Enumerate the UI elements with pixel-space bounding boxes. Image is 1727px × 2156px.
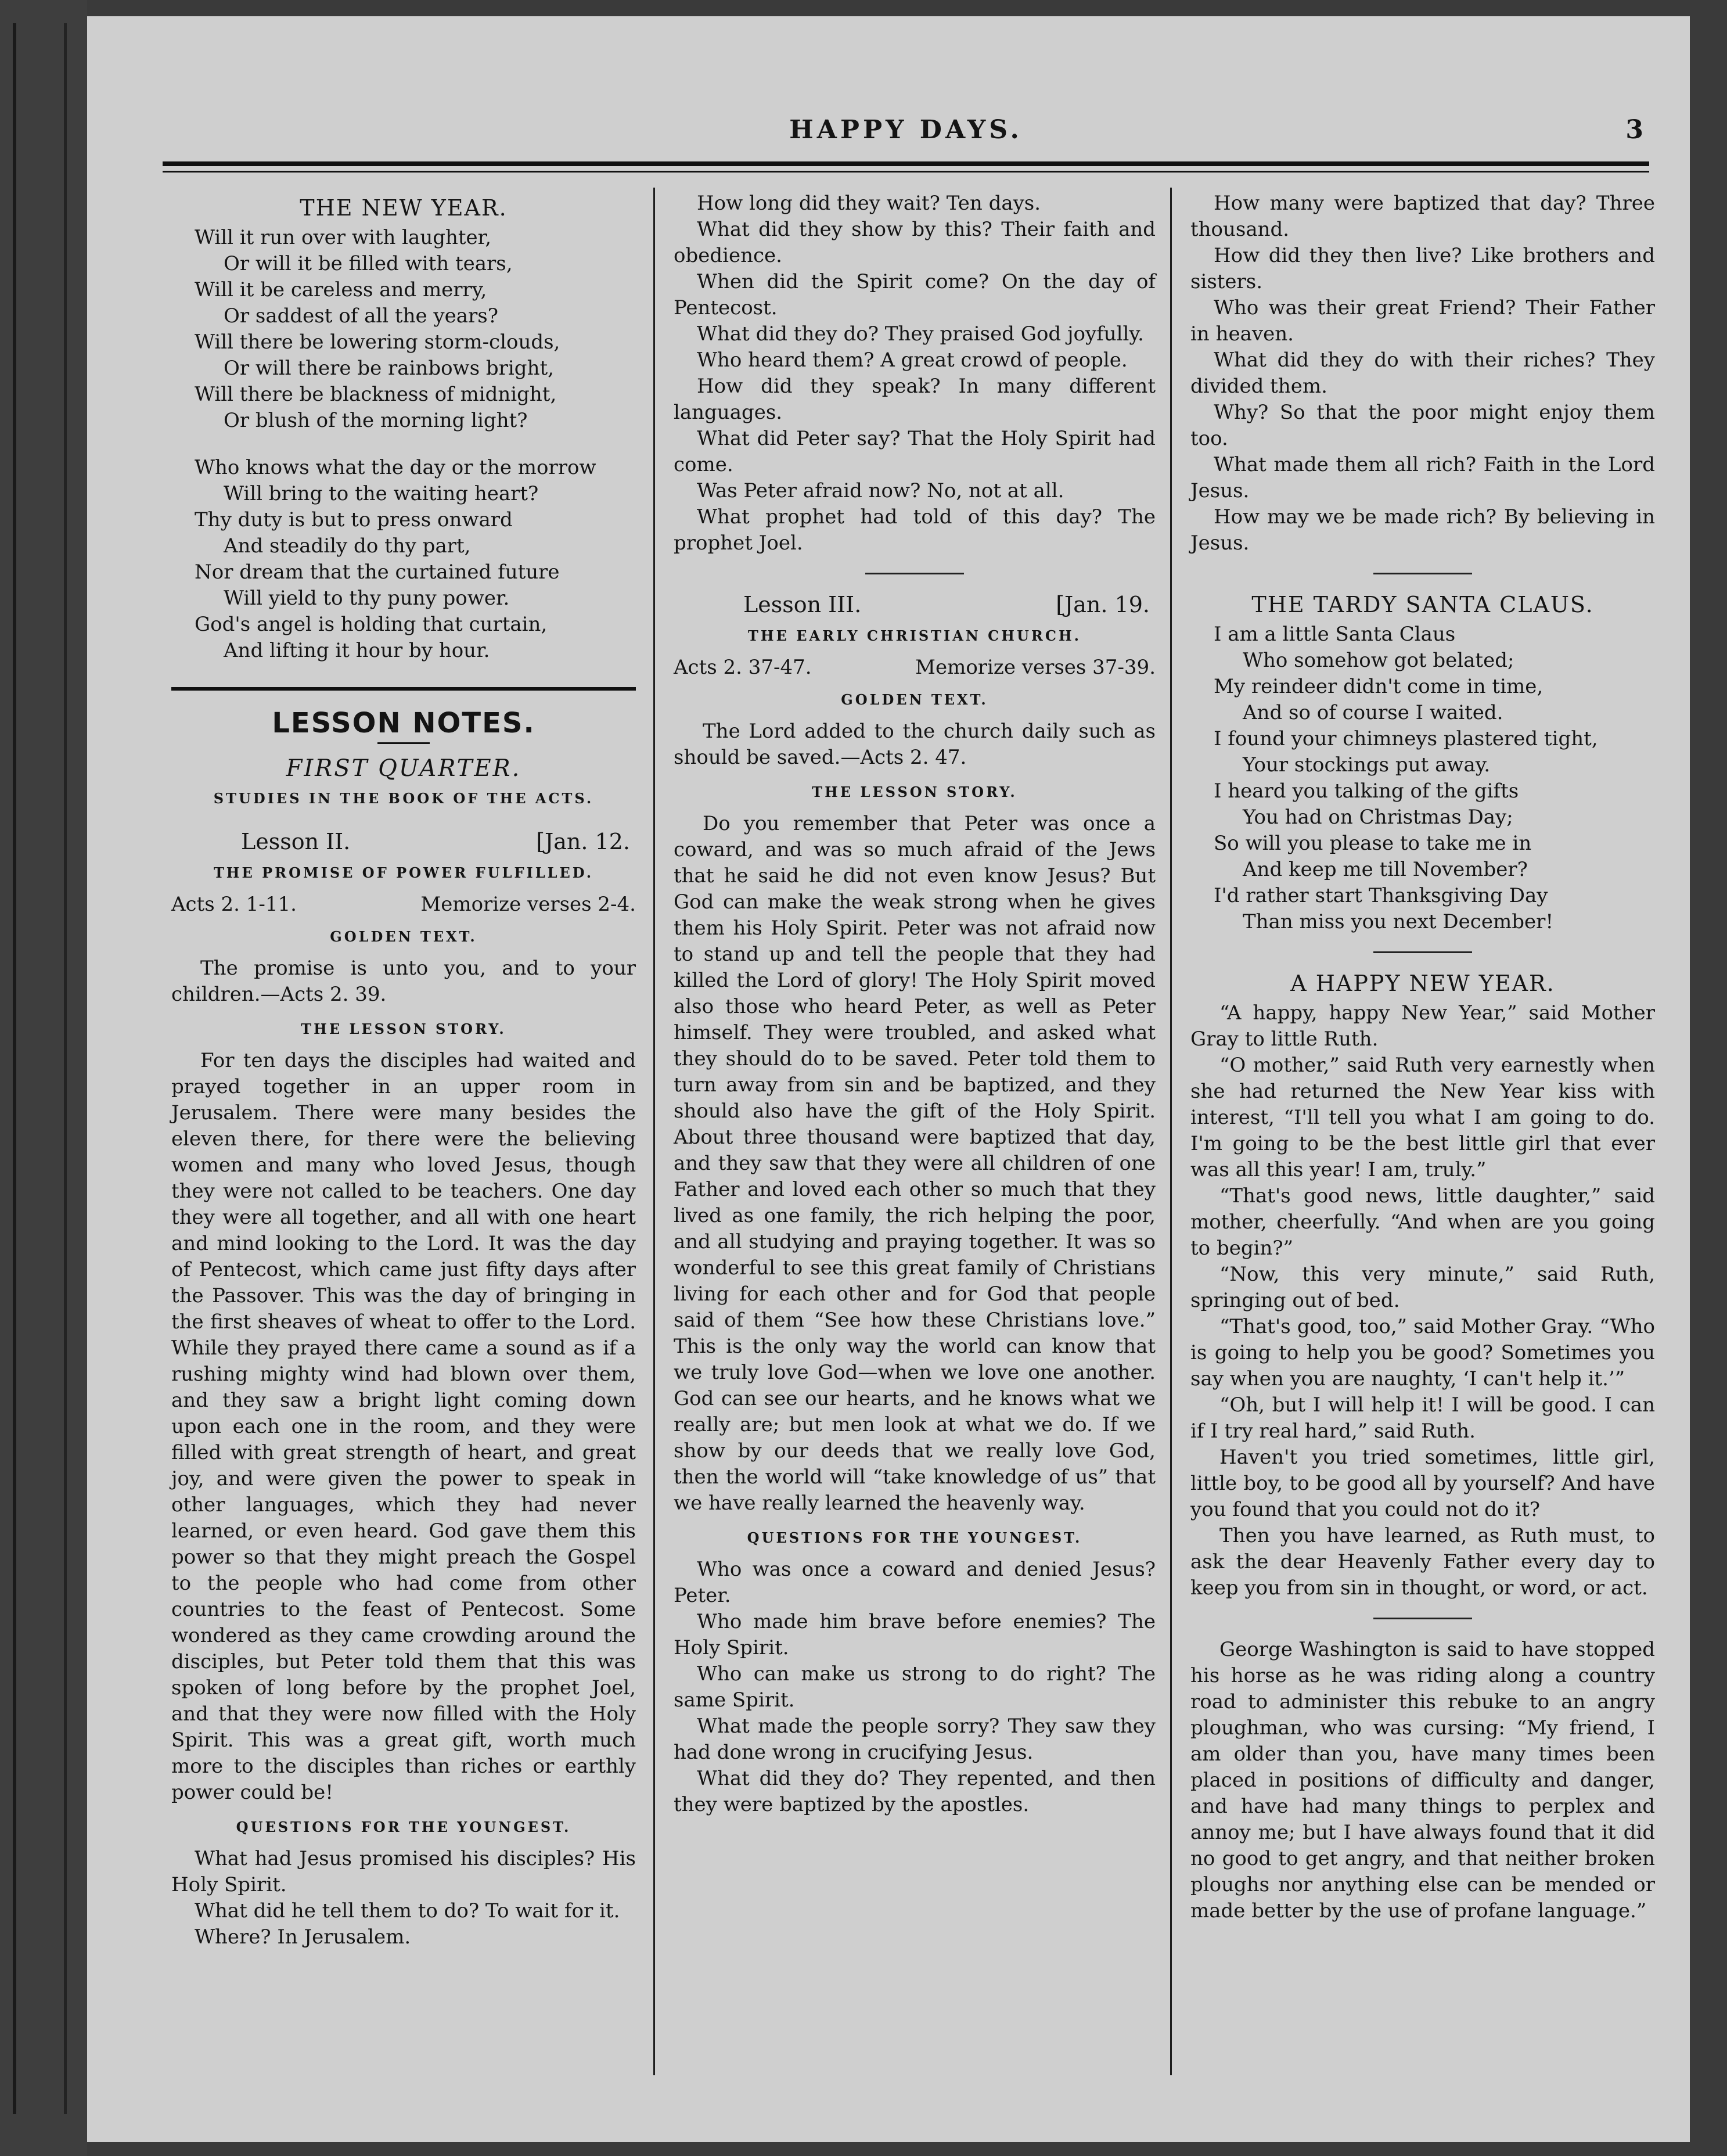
lesson-story-label: THE LESSON STORY. [812, 784, 1017, 800]
lesson-story: Do you remember that Peter was once a coward, and was so much afraid of the Jews that he said he did not even know Jesus? But God can make the weak strong when he gives them his Holy Spirit. Peter was not afraid now to stand up and tell the people that they had killed the Lord of glory! The Holy Spirit moved also those who heard Peter, as well as Peter himself. They were troubled, and asked what they should do to be saved. Peter told them to turn away from sin and be baptized, and they should also have the gift of the Holy Spirit. About three thousand were baptized that day, and they saw that they were all children of one Father and loved each other so much that they lived as one family, the rich helping the poor, and all studying and praying together. It was so wonderful to see this great family of Christians living for each other and for God that people said of them “See how these Christians love.” This is the only way the world can know that we truly love God—when we love one another. God can see our hearts, and he knows what we really are; but men look at what we do. If we show by our deeds that we really love God, then the world will “take knowledge of us” that we have really learned the heavenly way. [674, 812, 1156, 1515]
lesson-date: [Jan. 19. [1056, 592, 1150, 617]
questions-label: QUESTIONS FOR THE YOUNGEST. [747, 1529, 1082, 1546]
lesson-subtitle: THE PROMISE OF POWER FULFILLED. [213, 864, 594, 881]
column-3 [1190, 191, 1655, 1924]
questions-label: QUESTIONS FOR THE YOUNGEST. [236, 1819, 571, 1835]
golden-text: The Lord added to the church daily such as should be saved.—Acts 2. 47. [674, 720, 1156, 769]
story-paragraph: “O mother,” said Ruth very earnestly when she had returned the New Year kiss with interest, “I'll tell you what I am going to do. I'm going to be the best little girl that ever was all this year! I am, truly.” [1190, 1054, 1655, 1181]
poem-stanza-2 [171, 455, 636, 664]
question: How may we be made rich? By believing in Jesus. [1190, 505, 1655, 555]
column-divider-1 [653, 188, 655, 2075]
question: Who can make us strong to do right? The same Spirit. [674, 1662, 1156, 1712]
poem-line: Or will it be filled with tears, [224, 252, 513, 275]
question: What did Peter say? That the Holy Spirit had come. [674, 427, 1156, 476]
question: Who made him brave before enemies? The Holy Spirit. [674, 1610, 1156, 1659]
poem-line: Thy duty is but to press onward [195, 508, 513, 531]
question: What prophet had told of this day? The prophet Joel. [674, 505, 1156, 555]
question: Where? In Jerusalem. [195, 1925, 411, 1949]
poem-stanza-1 [171, 225, 636, 434]
poem-line: And steadily do thy part, [224, 534, 471, 558]
question: How many were baptized that day? Three thousand. [1190, 192, 1655, 241]
question: Who was once a coward and denied Jesus? Peter. [674, 1558, 1156, 1607]
story-paragraph: Then you have learned, as Ruth must, to ask the dear Heavenly Father every day to keep you from sin in thought, or word, or act. [1190, 1524, 1655, 1600]
quarter-heading: FIRST QUARTER. [286, 755, 521, 782]
poem-line: Will bring to the waiting heart? [224, 482, 539, 505]
question: What did they do? They repented, and then they were baptized by the apostles. [674, 1767, 1156, 1816]
poem-line: Or will there be rainbows bright, [224, 357, 554, 380]
poem-line: Will yield to thy puny power. [224, 587, 510, 610]
scripture-reference [674, 655, 1156, 681]
story-paragraph: “Now, this very minute,” said Ruth, springing out of bed. [1190, 1263, 1655, 1312]
poem-title: THE TARDY SANTA CLAUS. [1251, 592, 1594, 617]
poem-line: You had on Christmas Day; [1243, 806, 1513, 829]
masthead-title: HAPPY DAYS. [789, 115, 1023, 145]
poem-body [1190, 621, 1655, 935]
golden-text: The promise is unto you, and to your children.—Acts 2. 39. [171, 957, 636, 1006]
washington-anecdote: George Washington is said to have stopped his horse as he was riding along a country road to administer this rebuke to an angry ploughman, who was cursing: “My friend, I am older than you, have many times been placed in positions of difficulty and danger, and have had many things to perplex and annoy me; but I have always found that it did no good to get angry, and that neither broken ploughs nor anything else can be mended or made better by the use of profane language.” [1190, 1638, 1655, 1923]
question: What did they show by this? Their faith and obedience. [674, 218, 1156, 267]
question: What did he tell them to do? To wait for it. [195, 1899, 620, 1923]
poem-line: Will it run over with laughter, [195, 226, 491, 249]
question: How long did they wait? Ten days. [697, 192, 1041, 215]
poem-line: Who knows what the day or the morrow [195, 456, 596, 479]
column-2 [674, 191, 1156, 1818]
poem-line: Nor dream that the curtained future [195, 560, 560, 584]
page-header [163, 103, 1649, 167]
poem-line: I found your chimneys plastered tight, [1214, 727, 1598, 750]
story-paragraph: “Oh, but I will help it! I will be good. I can if I try real hard,” said Ruth. [1190, 1393, 1655, 1443]
poem-line: Your stockings put away. [1243, 753, 1491, 777]
story-paragraph: “That's good, too,” said Mother Gray. “Who is going to help you be good? Sometimes you say when you are naughty, ‘I can't help it.’” [1190, 1315, 1655, 1390]
lesson-notes-heading: LESSON NOTES. [272, 707, 535, 739]
golden-text-label: GOLDEN TEXT. [841, 691, 988, 708]
page-number: 3 [1625, 115, 1643, 145]
lesson-label: Lesson III. [743, 592, 862, 617]
question: How did they then live? Like brothers and sisters. [1190, 244, 1655, 293]
poem-line: And lifting it hour by hour. [224, 639, 490, 662]
section-rule [1373, 951, 1472, 953]
lesson-label: Lesson II. [241, 829, 351, 854]
lesson-heading [674, 592, 1156, 618]
short-rule [377, 742, 430, 744]
poem-line: Who somehow got belated; [1243, 649, 1514, 672]
question: What made them all rich? Faith in the Lord Jesus. [1190, 453, 1655, 502]
poem-line: And keep me till November? [1243, 858, 1528, 881]
poem-line: And so of course I waited. [1243, 701, 1503, 724]
poem-line: Than miss you next December! [1243, 910, 1554, 933]
header-rule-thick [163, 161, 1649, 166]
question: What had Jesus promised his disciples? His Holy Spirit. [171, 1847, 636, 1896]
poem-line: My reindeer didn't come in time, [1214, 675, 1543, 698]
poem-line: Or saddest of all the years? [224, 304, 498, 328]
question: What made the people sorry? They saw they had done wrong in crucifying Jesus. [674, 1715, 1156, 1764]
question: When did the Spirit come? On the day of Pentecost. [674, 270, 1156, 319]
story-paragraph: “That's good news, little daughter,” said mother, cheerfully. “And when are you going to begin?” [1190, 1184, 1655, 1260]
memorize-verses: Memorize verses 2-4. [420, 893, 636, 916]
poem-line: Or blush of the morning light? [224, 409, 528, 432]
column-1 [171, 191, 636, 1950]
poem-title: THE NEW YEAR. [300, 195, 508, 221]
memorize-verses: Memorize verses 37-39. [915, 656, 1156, 679]
question: Was Peter afraid now? No, not at all. [697, 479, 1064, 502]
book-spine [0, 0, 87, 2156]
story-paragraph: “A happy, happy New Year,” said Mother Gray to little Ruth. [1190, 1001, 1655, 1051]
poem-line: Will there be lowering storm-clouds, [195, 330, 560, 354]
poem-line: God's angel is holding that curtain, [195, 613, 548, 636]
header-rule-thin [163, 171, 1649, 173]
poem-line: I heard you talking of the gifts [1214, 779, 1519, 803]
question: Who heard them? A great crowd of people. [697, 348, 1128, 372]
lesson-heading [171, 829, 636, 855]
acts-reference: Acts 2. 1-11. [171, 893, 297, 916]
question: Who was their great Friend? Their Father in heaven. [1190, 296, 1655, 346]
question: How did they speak? In many different languages. [674, 375, 1156, 424]
poem-line: I am a little Santa Claus [1214, 623, 1456, 646]
lesson-date: [Jan. 12. [536, 829, 630, 854]
lesson-subtitle: THE EARLY CHRISTIAN CHURCH. [748, 627, 1081, 644]
poem-line: So will you please to take me in [1214, 832, 1532, 855]
poem-line: Will it be careless and merry, [195, 278, 487, 301]
lesson-story-label: THE LESSON STORY. [301, 1020, 506, 1037]
section-rule [865, 573, 964, 574]
lesson-story: For ten days the disciples had waited and prayed together in an upper room in Jerusalem. There were many besides the eleven there, for there were the believing women and many who loved Jesus, though they were not called to be teachers. One day they were all together, and all with one heart and mind looking to the Lord. It was the day of Pentecost, which came just fifty days after the Passover. This was the day of bringing in the first sheaves of wheat to offer to the Lord. While they prayed there came a sound as if a rushing mighty wind had blown over them, and they saw a bright light coming down upon each one in the room, and they were filled with great strength of heart, and great joy, and were given the power to speak in other languages, which they had never learned, or even heard. God gave them this power so that they might preach the Gospel to the people who had come from other countries to the feast of Pentecost. Some wondered as they came crowding around the disciples, but Peter told them that this was spoken of long before by the prophet Joel, and that they were now filled with the Holy Spirit. This was a great gift, worth much more to the disciples than riches or earthly power could be! [171, 1049, 636, 1804]
story-title: A HAPPY NEW YEAR. [1290, 971, 1555, 996]
spine-edge-line [13, 23, 16, 2114]
section-rule [1373, 1618, 1472, 1619]
section-rule [171, 687, 636, 691]
newspaper-page [87, 16, 1690, 2142]
poem-line: I'd rather start Thanksgiving Day [1214, 884, 1548, 907]
poem-line: Will there be blackness of midnight, [195, 383, 557, 406]
section-rule [1373, 573, 1472, 574]
spine-gutter-line [64, 23, 67, 2114]
column-divider-2 [1170, 188, 1172, 2075]
golden-text-label: GOLDEN TEXT. [330, 928, 477, 945]
scripture-reference [171, 892, 636, 918]
studies-subheading: STUDIES IN THE BOOK OF THE ACTS. [213, 790, 594, 807]
story-paragraph: Haven't you tried sometimes, little girl, little boy, to be good all by yourself? And have you found that you could not do it? [1190, 1446, 1655, 1521]
acts-reference: Acts 2. 37-47. [674, 656, 812, 679]
question: What did they do with their riches? They divided them. [1190, 348, 1655, 398]
question: Why? So that the poor might enjoy them too. [1190, 401, 1655, 450]
question: What did they do? They praised God joyfully. [697, 322, 1144, 346]
